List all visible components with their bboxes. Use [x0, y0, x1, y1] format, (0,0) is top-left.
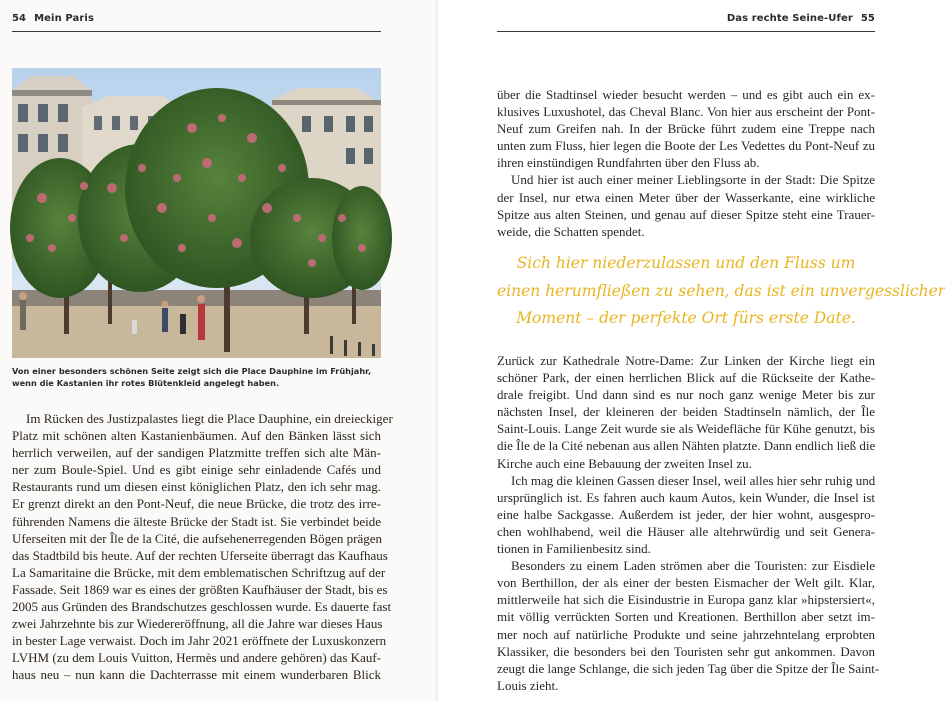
text-line: Im Rücken des Justizpalastes liegt die Place Dauphine, ein dreieckiger — [26, 411, 393, 426]
photo-illustration — [12, 68, 381, 358]
quote-line: Sich hier niederzulassen und den Fluss um — [516, 254, 856, 272]
caption-line: wenn die Kastanien ihr rotes Blütenkleid angelegt haben. — [12, 378, 280, 388]
text-line: ursprünglich ist. Es fahren auch kaum Autos, kein Wunder, die Insel ist — [497, 489, 875, 505]
left-running-head — [12, 13, 94, 24]
photo-place-dauphine — [12, 68, 381, 358]
left-page-number: 54 — [12, 13, 27, 24]
text-line: mit völlig verrückten Sorten und Kreationen. Berthillon aber setzt im- — [497, 609, 875, 625]
text-line: Louis zieht. — [497, 677, 559, 693]
left-body-text — [12, 410, 393, 684]
text-line: Und hier ist auch einer meiner Lieblingsorte in der Stadt: Die Spitze — [511, 172, 875, 188]
text-line: Platz mit schönen alten Kastanienbäumen. Auf den Bänken lässt sich — [12, 428, 381, 444]
text-line: Uferseiten mit der Île de la Cité, die aufsehenerregenden Bögen prägen — [12, 530, 382, 546]
text-line: nächsten Insel, der kleineren der beiden Stadtinseln nämlich, der Île — [497, 404, 875, 420]
text-line: herrlich verweilen, auf der sandigen Platzmitte treffen sich alte Män- — [12, 445, 381, 461]
text-line: führenden Namens die älteste Brücke der Stadt ist. Sie verbindet beide — [12, 513, 381, 529]
text-line: schöner Park, der einen herrlichen Blick auf die Rückseite der Kathe- — [497, 370, 875, 386]
photo-caption — [12, 365, 381, 389]
text-line: mittlerweile hat sich die Eisindustrie in Europa ganz klar »hipstersiert«, — [497, 592, 875, 608]
text-line: ner zum Boule-Spiel. Und es gibt einige sehr einladende Cafés und — [12, 462, 381, 478]
text-line: weide, die Schatten spendet. — [497, 223, 645, 239]
text-line: Ich mag die kleinen Gassen dieser Insel, weil alles hier sehr ruhig und — [511, 472, 876, 488]
text-line: haus neu – nun kann die Dachterrasse mit einem wunderbaren Blick — [12, 667, 381, 683]
text-line: tionen in Familienbesitz sind. — [497, 541, 651, 557]
quote-line: einen herumfließen zu sehen, das ist ein unvergesslicher — [497, 281, 945, 300]
right-header-rule — [497, 31, 875, 32]
right-running-head — [727, 13, 875, 24]
text-line: LVHM (zu dem Louis Vuitton, Hermès und andere gehören) das Kauf- — [12, 650, 381, 666]
right-body-text-top — [497, 86, 875, 240]
text-line: Fassade. Seit 1869 war es eines der größten Kaufhäuser der Stadt, bis es — [12, 581, 388, 597]
text-line: Spitze aus alten Steinen, und genau auf dieser Spitze steht eine Trauer- — [497, 206, 875, 222]
pull-quote — [497, 250, 945, 333]
text-line: die Île de la Cité nebenan aus allen Nähten platzte. Dann endlich ließ die — [497, 438, 876, 454]
text-line: der Insel, nur etwa einen Meter über der Wasserkante, eine wirkliche — [497, 189, 875, 205]
text-line: Er grenzt direkt an den Pont-Neuf, die neue Brücke, die trotz des irre- — [12, 496, 381, 512]
text-line: mer noch auf natürliche Produkte und seine jahrzehntelang erprobten — [497, 626, 875, 642]
text-line: Klassiker, die besonders bei den Touristen sehr gut ankommen. Davon — [497, 643, 875, 659]
text-line: La Samaritaine die Brücke, mit dem emblematischen Schriftzug auf der — [12, 564, 386, 580]
right-running-title: Das rechte Seine-Ufer — [726, 13, 853, 24]
text-line: chen wohlhabend, weil die Häuser alle altehrwürdig und seit Genera- — [497, 523, 875, 539]
text-line: zwei Jahrzehnte bis zur Wiedereröffnung, all die Jahre war dieses Haus — [12, 616, 383, 632]
right-page-number: 55 — [860, 13, 875, 24]
text-line: zeugt die lange Schlange, die sich jeden Tag über die Spitze der Île Saint- — [497, 660, 880, 676]
text-line: Kirche auch eine Bebauung der zweiten Insel zu. — [497, 455, 752, 471]
text-line: 2005 aus Gründen des Brandschutzes geschlossen wurde. Es dauerte fast — [12, 599, 392, 615]
text-line: in bester Lage verwaist. Doch im Jahr 2021 eröffnete der Luxuskonzern — [12, 633, 387, 649]
left-header-rule — [12, 31, 381, 32]
quote-line: Moment – der perfekte Ort fürs erste Date. — [516, 309, 856, 327]
text-line: drale freigibt. Und dann sind es nur noch ganz wenige Meter bis zur — [497, 387, 875, 403]
text-line: klusives Luxushotel, das Cheval Blanc. Von hier aus erscheint der Pont- — [497, 104, 875, 120]
text-line: über die Stadtinsel wieder besucht werden – und es gibt auch ein ex- — [497, 87, 875, 102]
left-running-title: Mein Paris — [34, 13, 95, 24]
text-line: unten zum Fluss, hier legen die Boote der Les Vedettes du Pont-Neuf zu — [497, 138, 875, 154]
text-line: Restaurants rund um diesen einst königlichen Platz, den ich sehr mag. — [12, 479, 381, 495]
right-body-text-bottom — [497, 352, 880, 694]
left-page — [0, 0, 438, 701]
text-line: ihren einstündigen Rundfahrten über den Fluss ab. — [497, 155, 760, 171]
text-line: von Berthillon, der als einer der besten Eismacher der Welt gilt. Klar, — [497, 575, 875, 591]
text-line: Besonders zu einem Laden strömen aber die Touristen: zur Eisdiele — [511, 558, 875, 574]
text-line: das Stadtbild bis heute. Auf der rechten Uferseite überragt das Kaufhaus — [12, 547, 388, 563]
text-line: Zurück zur Kathedrale Notre-Dame: Zur Linken der Kirche liegt ein — [497, 353, 875, 368]
text-line: Saint-Louis. Lange Zeit wurde sie als Weidefläche für Kühe genutzt, bis — [497, 421, 875, 437]
text-line: eine halbe Sackgasse. Außerdem ist jeder, der hier wohnt, ausgespro- — [497, 506, 875, 522]
caption-line: Von einer besonders schönen Seite zeigt sich die Place Dauphine im Frühjahr, — [12, 366, 372, 376]
text-line: Neuf zum Greifen nah. In der Brücke führt zudem eine Treppe nach — [497, 121, 875, 137]
right-page — [438, 0, 945, 701]
